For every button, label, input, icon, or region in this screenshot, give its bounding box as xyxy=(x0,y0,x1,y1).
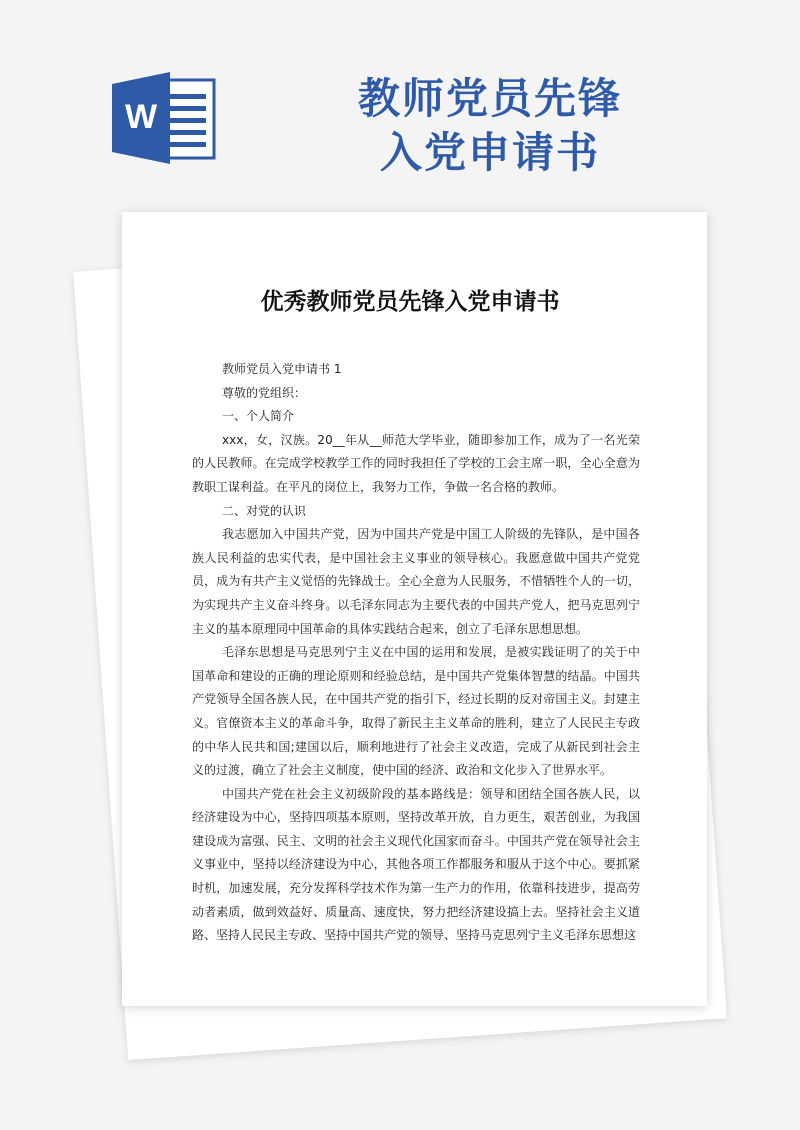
document-line: 一、个人简介 xyxy=(222,409,295,424)
section-heading: 二、对党的认识 xyxy=(222,503,307,518)
header-title xyxy=(300,72,680,180)
svg-text:W: W xyxy=(124,98,158,136)
word-document-icon xyxy=(112,72,216,164)
document-body xyxy=(192,358,640,948)
header-title-line2: 入党申请书 xyxy=(379,128,600,177)
paragraph-party-recognition: 我志愿加入中国共产党，因为中国共产党是中国工人阶级的先锋队，是中国各族人民利益的忠实代表，是中国社会主义事业的领导核心。我愿意做中国共产党党员，成为有共产主义觉悟的先锋战士。全心全意为人民服务，不惜牺牲个人的一切，为实现共产主义奋斗终身。以毛泽东同志为主要代表的中国共产党人，把马克思列宁主义的基本原理同中国革命的具体实践结合起来，创立了毛泽东思想思想。 xyxy=(192,527,640,636)
document-line: 尊敬的党组织： xyxy=(222,385,307,400)
header-title-line1: 教师党员先锋 xyxy=(357,74,622,123)
paragraph-mao-thought: 毛泽东思想是马克思列宁主义在中国的运用和发展，是被实践证明了的关于中国革命和建设的正确的理论原则和经验总结，是中国共产党集体智慧的结晶。中国共产党领导全国各族人民，在中国共产党的指引下，经过长期的反对帝国主义。封建主义。官僚资本主义的革命斗争，取得了新民主主义革命的胜利，建立了人民民主专政的中华人民共和国;建国以后，顺利地进行了社会主义改造，完成了从新民到社会主义的过渡，确立了社会主义制度，使中国的经济、政治和文化步入了世界水平。 xyxy=(192,645,640,778)
paragraph-basic-line: 中国共产党在社会主义初级阶段的基本路线是：领导和团结全国各族人民，以经济建设为中心，坚持四项基本原则，坚持改革开放，自力更生，艰苦创业，为我国建设成为富强、民主、文明的社会主义现代化国家而奋斗。中国共产党在领导社会主义事业中，坚持以经济建设为中心，其他各项工作都服务和服从于这个中心。要抓紧时机，加速发展，充分发挥科学技术作为第一生产力的作用，依靠科技进步，提高劳动者素质，做到效益好、质量高、速度快，努力把经济建设搞上去。坚持社会主义道路、坚持人民民主专政、坚持中国共产党的领导、坚持马克思列宁主义毛泽东思想这 xyxy=(192,786,640,943)
paragraph-intro: xxx，女，汉族。20__年从__师范大学毕业，随即参加工作，成为了一名光荣的人民教师。在完成学校教学工作的同时我担任了学校的工会主席一职，全心全意为教职工谋利益。在平凡的岗位上，我努力工作，争做一名合格的教师。 xyxy=(192,432,640,494)
document-line: 教师党员入党申请书 1 xyxy=(222,362,342,376)
document-title: 优秀教师党员先锋入党申请书 xyxy=(260,289,560,315)
